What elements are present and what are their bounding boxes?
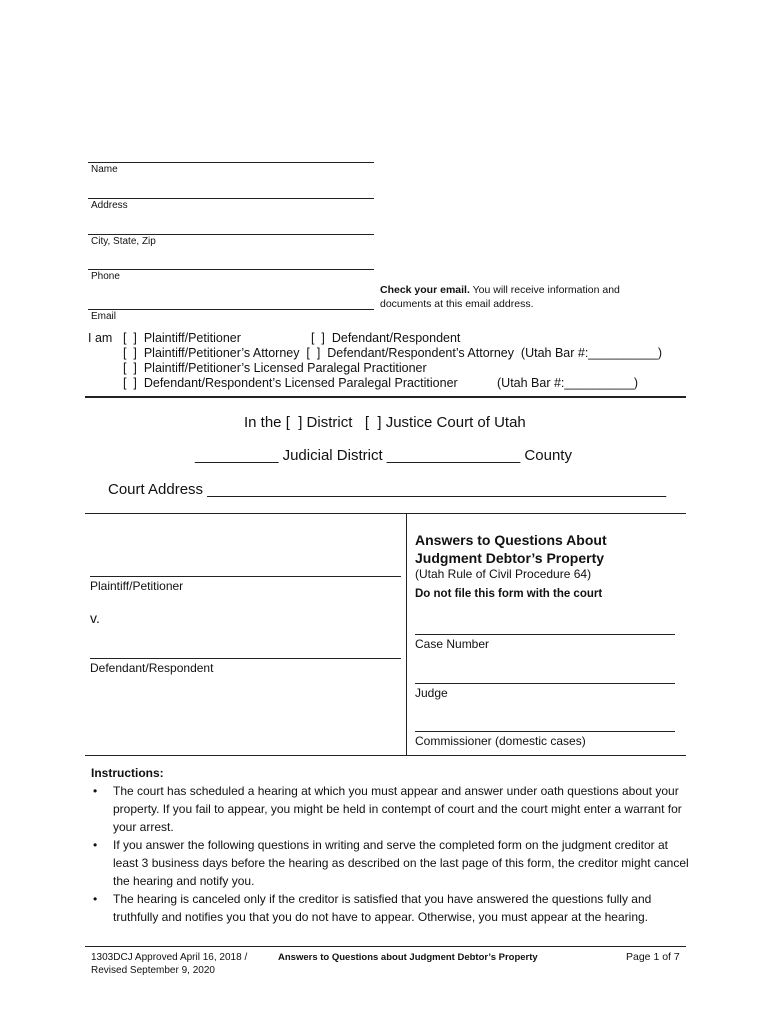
i-am-label: I am [88,331,113,345]
caption-divider [406,513,407,755]
email-note-bold: Check your email. [380,284,470,296]
plaintiff-label: Plaintiff/Petitioner [90,579,184,593]
name-label: Name [91,164,118,175]
footer-form-title: Answers to Questions about Judgment Debtor’s Property [278,952,538,963]
instruction-item: • The hearing is canceled only if the creditor is satisfied that you have answered the questions fully and truthfully and notifies you that you do not have to appear. Otherwise, you must appear at the hearing. [91,890,691,926]
do-not-file-note: Do not file this form with the court [415,588,603,600]
form-title-line2: Judgment Debtor’s Property [415,550,605,566]
commissioner-line[interactable] [415,731,675,732]
judicial-district-line: __________ Judicial District ________________ County [195,447,572,464]
form-id [91,951,247,977]
defendant-label: Defendant/Respondent [90,661,214,675]
instructions [91,764,691,926]
caption-bottom-rule [85,755,686,756]
instructions-list [91,782,691,926]
rule-reference: (Utah Rule of Civil Procedure 64) [415,567,592,581]
email-note-text-2: documents at this email address. [380,298,534,310]
case-number-label: Case Number [415,637,490,651]
versus-label: v. [90,610,100,626]
form-title-line1: Answers to Questions About [415,532,607,548]
city-state-zip-line[interactable] [88,234,374,235]
footer-rule [85,946,686,947]
name-line[interactable] [88,162,374,163]
court-type-line: In the [ ] District [ ] Justice Court of Utah [244,414,526,431]
instruction-item: • If you answer the following questions in writing and serve the completed form on the judgment creditor at least 3 business days before the hearing as described on the last page of this form, the creditor might cancel the hearing and notify you. [91,836,691,890]
case-number-line[interactable] [415,634,675,635]
checkbox-defendant-paralegal[interactable]: [ ] Defendant/Respondent’s Licensed Paralegal Practitioner [123,376,458,390]
defendant-line[interactable] [90,658,401,659]
email-line[interactable] [88,309,374,310]
instruction-item: • The court has scheduled a hearing at which you must appear and answer under oath questions about your property. If you fail to appear, you might be held in contempt of court and the court might enter a warrant for your arrest. [91,782,691,836]
page-number: Page 1 of 7 [626,951,680,963]
checkbox-plaintiff-paralegal[interactable]: [ ] Plaintiff/Petitioner’s Licensed Paralegal Practitioner [123,361,427,375]
instructions-heading: Instructions: [91,766,164,780]
email-note [380,283,620,311]
checkbox-attorney-row[interactable]: [ ] Plaintiff/Petitioner’s Attorney [ ] Defendant/Respondent’s Attorney (Utah Bar #:__________) [123,346,662,360]
checkbox-defendant[interactable]: [ ] Defendant/Respondent [311,331,461,345]
phone-label: Phone [91,271,120,282]
email-note-text: You will receive information and [469,284,620,296]
caption-top-rule [85,513,686,514]
judge-label: Judge [415,686,448,700]
checkbox-plaintiff[interactable]: [ ] Plaintiff/Petitioner [123,331,241,345]
address-label: Address [91,200,128,211]
section-divider [85,396,686,398]
phone-line[interactable] [88,269,374,270]
form-title [415,531,607,567]
commissioner-label: Commissioner (domestic cases) [415,734,586,748]
court-address-line: Court Address _______________________________________________________ [108,481,667,498]
form-id-line2: Revised September 9, 2020 [91,965,215,976]
paralegal-bar-number[interactable]: (Utah Bar #:__________) [497,376,639,390]
form-id-line1: 1303DCJ Approved April 16, 2018 / [91,952,248,963]
judge-line[interactable] [415,683,675,684]
email-label: Email [91,311,117,322]
plaintiff-line[interactable] [90,576,401,577]
address-line[interactable] [88,198,374,199]
city-state-zip-label: City, State, Zip [91,236,156,247]
